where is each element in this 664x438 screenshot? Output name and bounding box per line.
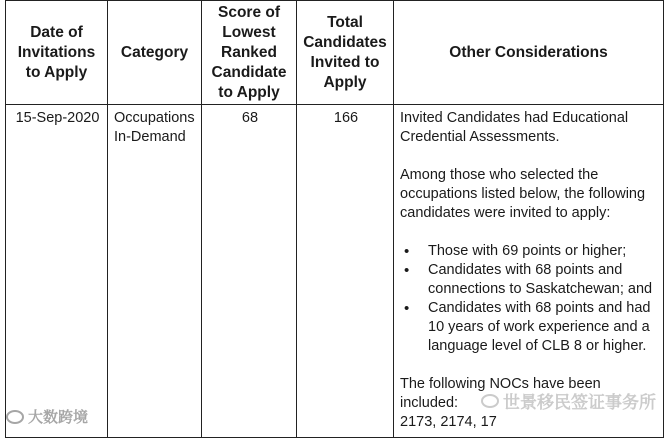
header-considerations: Other Considerations xyxy=(394,1,664,105)
list-item: • Candidates with 68 points and had 10 years of work experience and a language level of CLB 8 or higher. xyxy=(400,299,659,356)
watermark-left xyxy=(6,406,88,427)
header-total: Total Candidates Invited to Apply xyxy=(297,1,394,105)
cell-total: 166 xyxy=(297,105,394,438)
watermark-right xyxy=(481,388,656,413)
considerations-list xyxy=(400,242,659,356)
watermark-logo-icon xyxy=(6,410,24,424)
nocs-label: The following NOCs have been included: xyxy=(400,376,601,411)
header-category: Category xyxy=(108,1,202,105)
header-score: Score of Lowest Ranked Candidate to Apply xyxy=(202,1,297,105)
wechat-logo-icon xyxy=(481,394,499,408)
considerations-lead: Among those who selected the occupations listed below, the following candidates were invited to apply: xyxy=(400,167,646,221)
invitations-table xyxy=(5,0,664,438)
considerations-intro: Invited Candidates had Educational Credential Assessments. xyxy=(400,110,629,145)
table-header-row xyxy=(6,1,664,105)
cell-category: Occupations In-Demand xyxy=(108,105,202,438)
list-item: • Candidates with 68 points and connections to Saskatchewan; and xyxy=(400,261,659,299)
watermark-right-text: 世景移民签证事务所 xyxy=(503,393,656,412)
watermark-left-text: 大数跨境 xyxy=(28,409,89,426)
nocs-values: 2173, 2174, 17 xyxy=(400,414,497,430)
cell-score: 68 xyxy=(202,105,297,438)
list-item: • Those with 69 points or higher; xyxy=(400,242,659,261)
cell-date: 15-Sep-2020 xyxy=(6,105,108,438)
header-date: Date of Invitations to Apply xyxy=(6,1,108,105)
